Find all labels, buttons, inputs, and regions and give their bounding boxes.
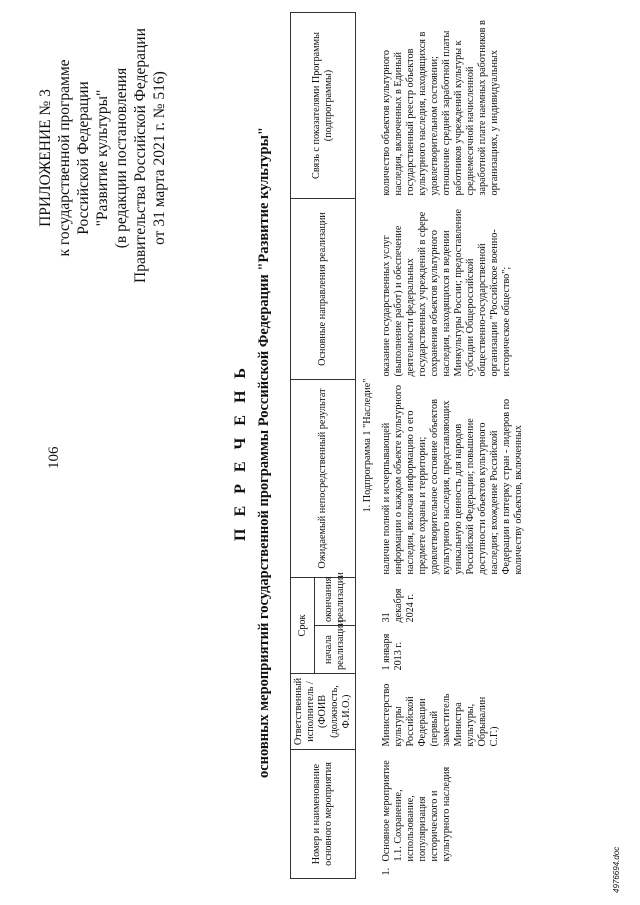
- cell-directions: оказание государственных услуг (выполнение работ) и обеспечение деятельности федеральных государственных учреждений в сфере сохранения объектов культурного наследия, находящихся в ведении Минкультуры России; предоставление субсидии Общероссийской общественно-государственной организации "Российское военно-историческое общество";: [381, 208, 512, 377]
- header-directions: Основные направления реализации: [291, 199, 356, 380]
- header-end: окончания реализации: [315, 578, 356, 626]
- document-title: П Е Р Е Ч Е Н Ь: [232, 364, 249, 541]
- cell-executor: Министерство культуры Российской Федерации (первый заместитель Министра культуры, Обрывалин С.Г.): [381, 683, 500, 747]
- header-result: Ожидаемый непосредственный результат: [291, 380, 356, 578]
- subprogram-title: 1. Подпрограмма 1 "Наследие": [362, 378, 373, 513]
- document-subtitle: основных мероприятий государственной программы Российской Федерации "Развитие культуры": [256, 127, 272, 778]
- measures-table: [290, 12, 528, 879]
- header-term: Срок: [291, 578, 315, 674]
- appendix-block: [36, 28, 169, 283]
- appendix-line: ПРИЛОЖЕНИЕ № 3: [37, 89, 54, 227]
- page-number: 106: [46, 446, 62, 469]
- appendix-line: Правительства Российской Федерации: [132, 28, 149, 283]
- appendix-line: от 31 марта 2021 г. № 516): [151, 71, 168, 245]
- appendix-line: (в редакции постановления: [113, 67, 130, 249]
- appendix-line: Российской Федерации: [75, 81, 92, 235]
- row-number: 1.: [381, 867, 392, 876]
- subprogram-row: [356, 13, 379, 879]
- header-start: начала реализации: [315, 626, 356, 674]
- file-footer: 4976694.doc: [612, 846, 621, 893]
- table-header-row: [291, 13, 315, 879]
- cell-result: наличие полной и исчерпывающей информации о каждом объекте культурного наследия, включая информацию о его предмете охраны и территории; удовлетворительное состояние объектов культурного наследия, представляющих уникальную ценность для народов Российской Федерации; повышение доступности объектов культурного наследия; вхождение Российской Федерации в пятерку стран - лидеров по количеству объектов, включенных: [381, 385, 524, 575]
- cell-number-name: [378, 750, 528, 879]
- cell-end: 31 декабря 2024 г.: [381, 588, 416, 623]
- header-executor: Ответственный исполнитель / (ФОИВ (должность, Ф.И.О.): [291, 674, 356, 750]
- table-row: [378, 13, 528, 879]
- measure-name: Основное мероприятие 1.1. Сохранение, использование, популяризация исторического и культурного наследия: [381, 760, 452, 862]
- cell-link: количество объектов культурного наследия, включенных в Единый государственный реестр объектов культурного наследия, находящихся в удовлетворительном состоянии; отношение средней заработной платы работников учреждений культуры к среднемесячной начисленной заработной плате наемных работников в организациях, у индивидуальных: [381, 20, 500, 196]
- appendix-line: "Развитие культуры": [94, 89, 111, 227]
- header-number-name: Номер и наименование основного мероприятия: [291, 750, 356, 879]
- cell-start: 1 января 2013 г.: [381, 633, 404, 671]
- appendix-line: к государственной программе: [56, 59, 73, 257]
- header-link: Связь с показателями Программы (подпрограммы): [291, 13, 356, 199]
